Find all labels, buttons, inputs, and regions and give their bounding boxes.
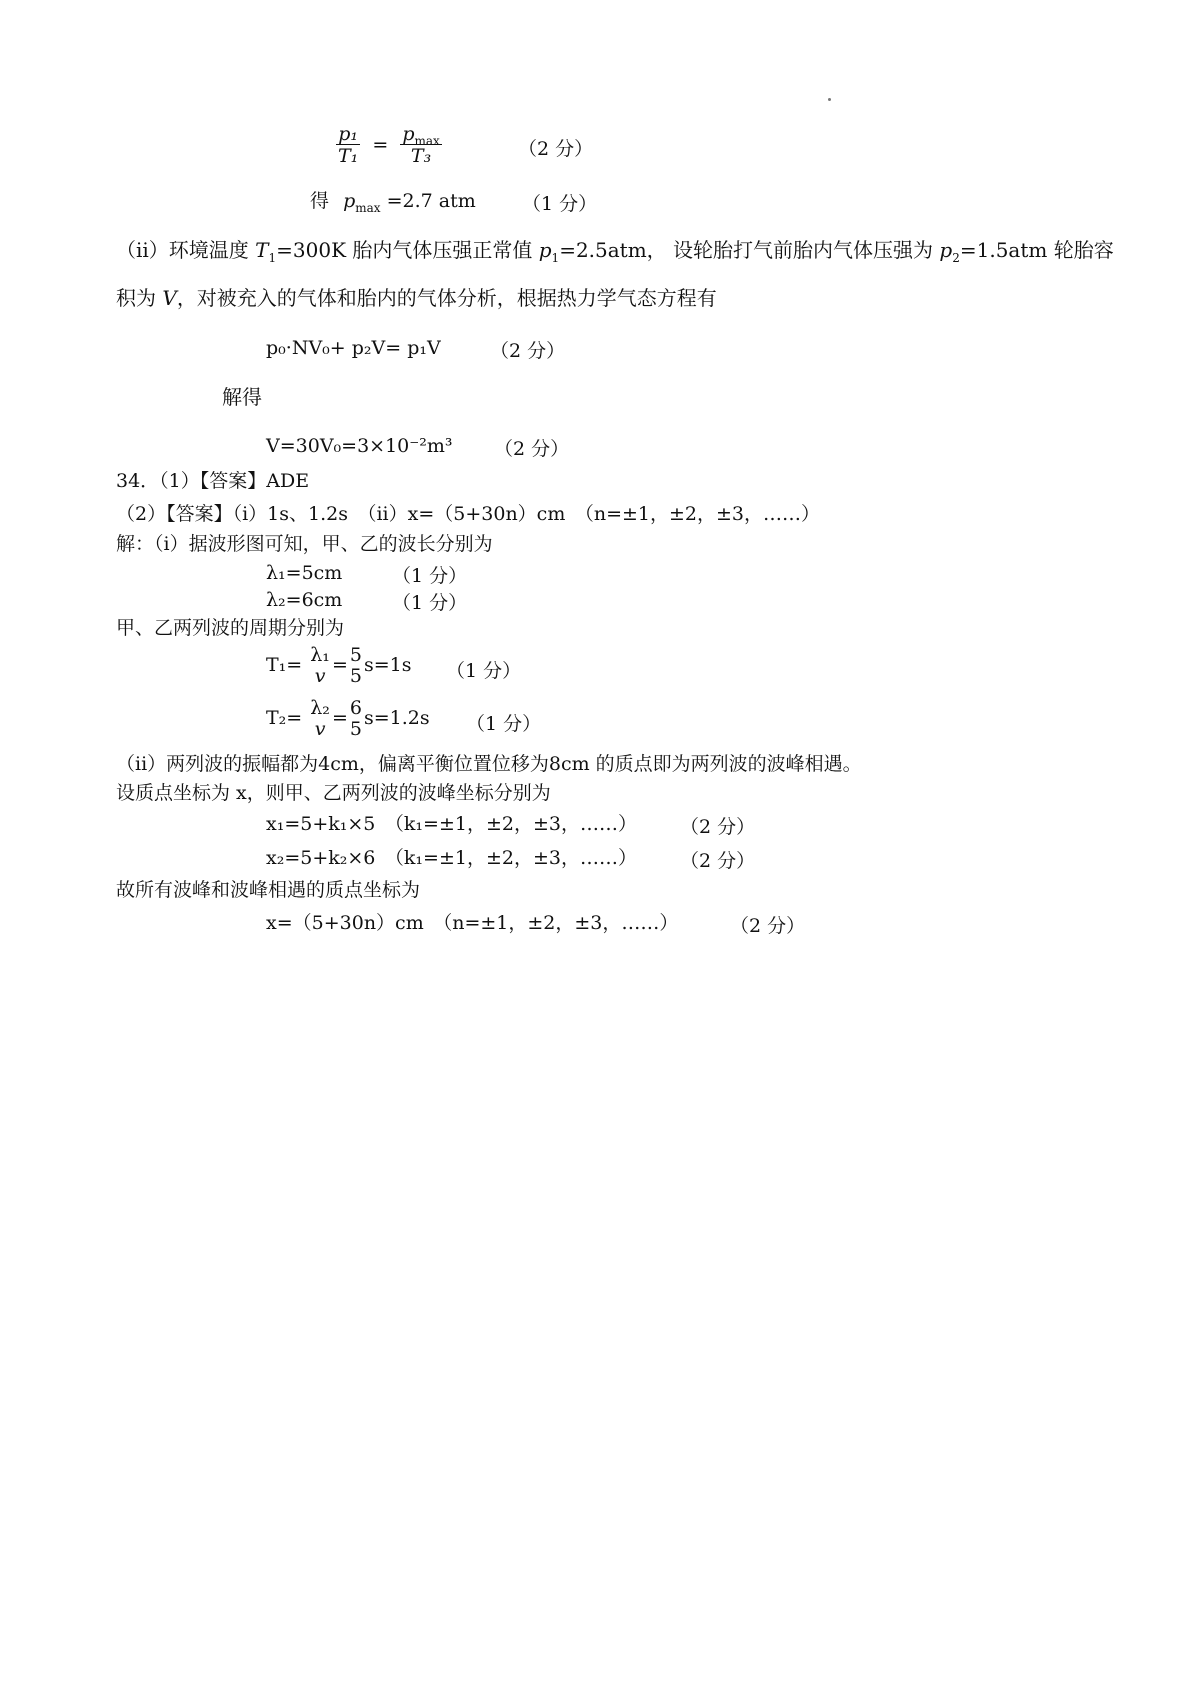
score-label: （2 分） — [680, 816, 756, 838]
variable-p: p — [939, 238, 953, 262]
fraction-p1-T1 — [336, 124, 360, 167]
result-value: =2.7 atm — [386, 190, 476, 212]
frac-denominator: T₁ — [338, 145, 359, 167]
gas-equation: p₀·NV₀+ p₂V= p₁V — [266, 337, 441, 359]
part-ii-statement: （ii）两列波的振幅都为4cm，偏离平衡位置位移为8cm 的质点即为两列波的波峰相遇。 — [116, 753, 862, 775]
text-segment: =1.5atm 轮胎容 — [959, 238, 1114, 262]
score-label: （1 分） — [392, 565, 468, 587]
final-answer: x=（5+30n）cm （n=±1，±2，±3，……） — [266, 912, 679, 934]
wavelength-2: λ₂=6cm — [266, 589, 343, 611]
fraction-pmax-T3 — [400, 124, 441, 167]
fraction-values — [348, 698, 364, 740]
frac-numerator: 5 — [349, 644, 362, 666]
equals-sign: = — [331, 654, 348, 676]
frac-denominator: 5 — [349, 718, 362, 740]
wavelength-1: λ₁=5cm — [266, 562, 343, 584]
fraction-lambda-v — [308, 698, 332, 740]
paragraph-ii-line2 — [116, 286, 717, 310]
subscript: max — [355, 200, 381, 215]
result-prefix: 得 — [310, 190, 330, 212]
period-intro: 甲、乙两列波的周期分别为 — [116, 617, 345, 639]
frac-denominator: v — [314, 665, 326, 687]
frac-numerator: p₁ — [338, 123, 359, 145]
equals-sign: = — [331, 707, 348, 729]
score-label: （2 分） — [490, 340, 566, 362]
subscript: max — [414, 133, 440, 148]
period-result: s=1s — [363, 654, 412, 676]
text-segment: （ii）环境温度 — [116, 238, 256, 262]
coordinate-intro: 设质点坐标为 x，则甲、乙两列波的波峰坐标分别为 — [116, 782, 551, 804]
pressure-ratio-equation — [336, 124, 442, 167]
paragraph-ii-line1 — [116, 238, 1114, 265]
frac-numerator: p — [402, 123, 415, 145]
solution-intro: 解：（i）据波形图可知，甲、乙的波长分别为 — [116, 533, 493, 555]
period-2-equation — [266, 698, 430, 740]
score-label: （2 分） — [494, 438, 570, 460]
frac-denominator: v — [314, 718, 326, 740]
score-label: （1 分） — [466, 713, 542, 735]
score-label: （1 分） — [446, 660, 522, 682]
frac-numerator: 6 — [349, 697, 362, 719]
fraction-lambda-v — [308, 645, 332, 687]
q34-part1-answer: 34．（1）【答案】ADE — [116, 470, 310, 492]
score-label: （1 分） — [392, 592, 468, 614]
text-segment: ，对被充入的气体和胎内的气体分析，根据热力学气态方程有 — [176, 286, 717, 310]
crest-coordinate-2: x₂=5+k₂×6 （k₁=±1，±2，±3，……） — [266, 847, 637, 869]
frac-denominator: T₃ — [410, 145, 432, 167]
text-segment: =300K 胎内气体压强正常值 — [276, 238, 539, 262]
result-variable: p — [343, 190, 356, 212]
q34-part2-answer: （2）【答案】（i）1s、1.2s （ii）x=（5+30n）cm （n=±1，±2，±3，……） — [116, 503, 821, 525]
text-segment: 积为 — [116, 286, 163, 310]
stray-dot — [828, 98, 831, 101]
variable-T: T — [255, 238, 269, 262]
fraction-values — [348, 645, 364, 687]
score-label: （2 分） — [518, 138, 594, 160]
frac-numerator: λ₁ — [310, 644, 330, 666]
result-line — [310, 189, 476, 213]
subscript: 1 — [268, 251, 277, 265]
crest-coordinate-1: x₁=5+k₁×5 （k₁=±1，±2，±3，……） — [266, 813, 637, 835]
variable-V: V — [162, 286, 177, 310]
final-intro: 故所有波峰和波峰相遇的质点坐标为 — [116, 879, 421, 901]
period-result: s=1.2s — [363, 707, 430, 729]
variable-p: p — [538, 238, 552, 262]
solve-label: 解得 — [222, 385, 262, 409]
period-1-equation — [266, 645, 411, 687]
subscript: 2 — [952, 251, 960, 265]
period-lhs: T₂= — [266, 707, 303, 729]
volume-result: V=30V₀=3×10⁻²m³ — [266, 435, 453, 457]
score-label: （2 分） — [680, 850, 756, 872]
equals-sign: = — [372, 133, 389, 156]
frac-numerator: λ₂ — [310, 697, 330, 719]
subscript: 1 — [551, 251, 560, 265]
text-segment: =2.5atm， 设轮胎打气前胎内气体压强为 — [559, 238, 940, 262]
period-lhs: T₁= — [266, 654, 303, 676]
score-label: （2 分） — [730, 915, 806, 937]
frac-denominator: 5 — [349, 665, 362, 687]
score-label: （1 分） — [522, 193, 598, 215]
